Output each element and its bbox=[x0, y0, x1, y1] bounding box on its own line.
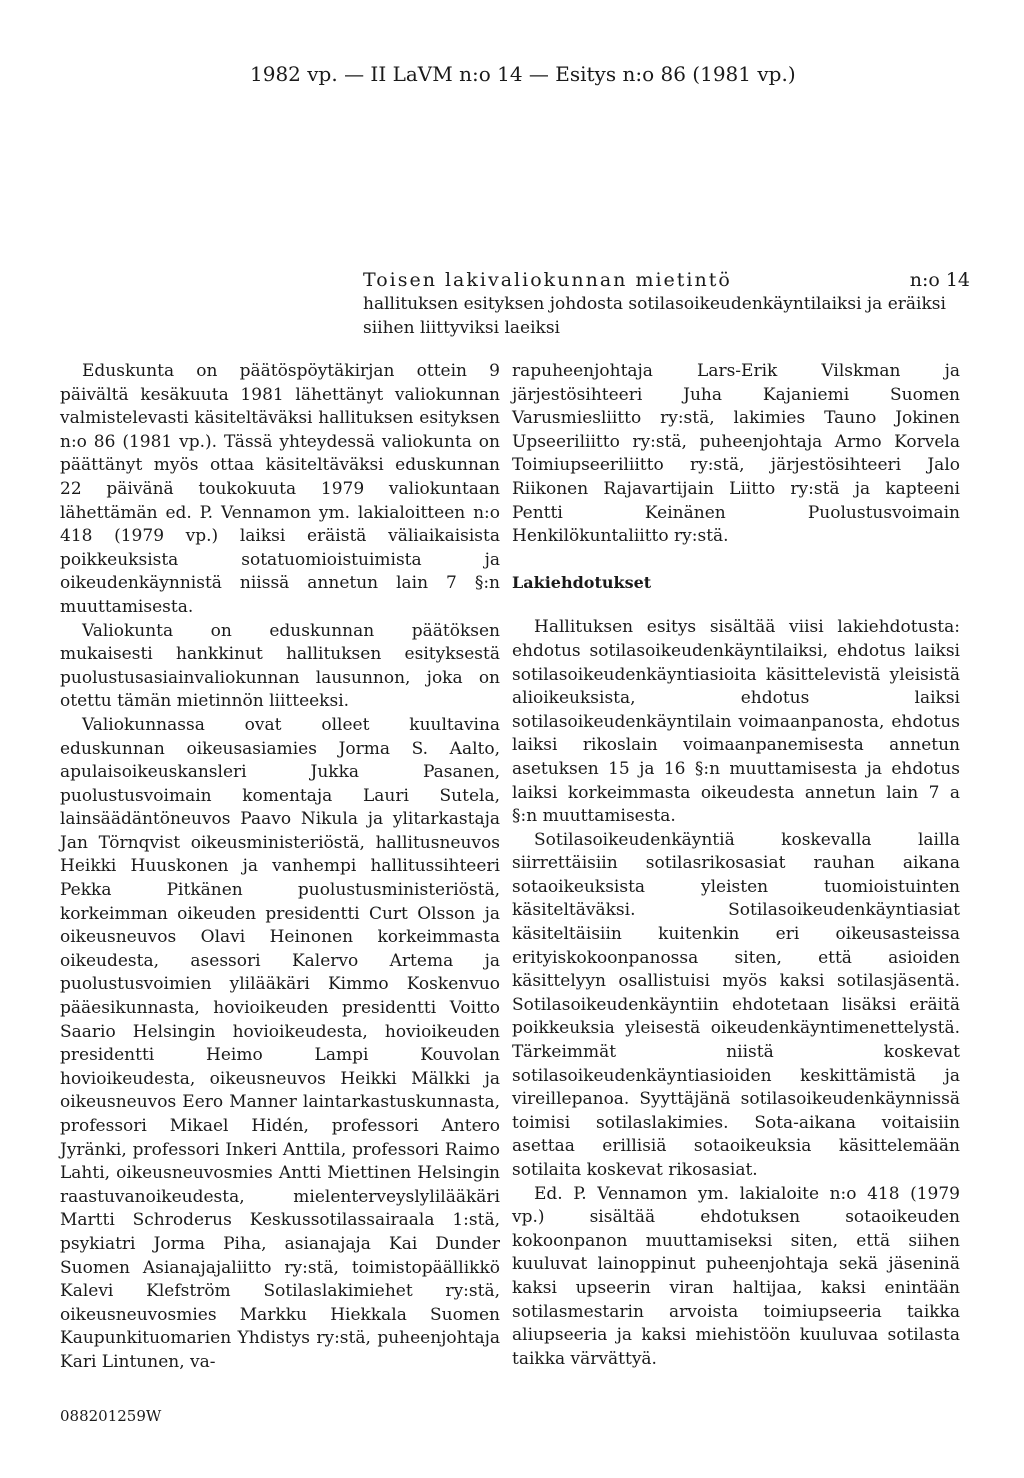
paragraph: Valiokunnassa ovat olleet kuultavina eduskunnan oikeusasiamies Jorma S. Aalto, apulaisoikeuskansleri Jukka Pasanen, puolustusvoimain komentaja Lauri Sutela, lainsäädäntöneuvos Paavo Nikula ja ylitarkastaja Jan Törnqvist oikeusministeriöstä, hallitusneuvos Heikki Huuskonen ja vanhempi hallitussihteeri Pekka Pitkänen puolustusministeriöstä, korkeimman oikeuden presidentti Curt Olsson ja oikeusneuvos Olavi Heinonen korkeimmasta oikeudesta, asessori Kalervo Artema ja puolustusvoimien ylilääkäri Kimmo Koskenvuo pääesikunnasta, hovioikeuden presidentti Voitto Saario Helsingin hovioikeudesta, hovioikeuden presidentti Heimo Lampi Kouvolan hovioikeudesta, oikeusneuvos Heikki Mälkki ja oikeusneuvos Eero Manner laintarkastuskunnasta, professori Mikael Hidén, professori Antero Jyränki, professori Inkeri Anttila, professori Raimo Lahti, oikeusneuvosmies Antti Miettinen Helsingin raastuvanoikeudesta, mielenterveyslylilääkäri Martti Schroderus Keskussotilassairaala 1:stä, psykiatri Jorma Piha, asianajaja Kai Dunder Suomen Asianajajaliitto ry:stä, toimistopäällikkö Kalevi Klefström Sotilaslakimiehet ry:stä, oikeusneuvosmies Markku Hiekkala Suomen Kaupunkituomarien Yhdistys ry:stä, puheenjohtaja Kari Lintunen, va- bbox=[60, 714, 500, 1372]
title-line-1 bbox=[363, 268, 970, 292]
right-column bbox=[512, 360, 960, 1371]
title-text: Toisen lakivaliokunnan mietintö bbox=[363, 269, 732, 291]
left-column bbox=[60, 360, 500, 1375]
paragraph: Valiokunta on eduskunnan päätöksen mukaisesti hankkinut hallituksen esityksestä puolustusasiainvaliokunnan lausunnon, joka on otettu tämän mietinnön liitteeksi. bbox=[60, 620, 500, 712]
print-code: 088201259W bbox=[60, 1407, 162, 1425]
running-header: 1982 vp. — II LaVM n:o 14 — Esitys n:o 86 (1981 vp.) bbox=[250, 62, 796, 86]
title-line-2: hallituksen esityksen johdosta sotilasoikeudenkäyntilaiksi ja eräiksi siihen liittyviksi laeiksi bbox=[363, 294, 946, 338]
paragraph: Ed. P. Vennamon ym. lakialoite n:o 418 (1979 vp.) sisältää ehdotuksen sotaoikeuden kokoonpanon muuttamiseksi siten, että siihen kuuluvat lainoppinut puheenjohtaja sekä jäseninä kaksi upseerin viran haltijaa, kaksi enintään sotilasmestarin arvoista toimiupseeria taikka aliupseeria ja kaksi miehistöön kuuluvaa sotilasta taikka värvättyä. bbox=[512, 1183, 960, 1369]
report-title bbox=[363, 268, 970, 340]
report-number: n:o 14 bbox=[909, 269, 970, 291]
paragraph-continuation: rapuheenjohtaja Lars-Erik Vilskman ja järjestösihteeri Juha Kajaniemi Suomen Varusmiesliitto ry:stä, lakimies Tauno Jokinen Upseeriliitto ry:stä, puheenjohtaja Armo Korvela Toimiupseeriliitto ry:stä, järjestösihteeri Jalo Riikonen Rajavartijain Liitto ry:stä ja kapteeni Pentti Keinänen Puolustusvoimain Henkilökuntaliitto ry:stä. bbox=[512, 361, 960, 547]
section-heading: Lakiehdotukset bbox=[512, 572, 652, 592]
paragraph: Eduskunta on päätöspöytäkirjan ottein 9 päivältä kesäkuuta 1981 lähettänyt valiokunnan valmistelevasti käsiteltäväksi hallituksen esityksen n:o 86 (1981 vp.). Tässä yhteydessä valiokunta on päättänyt myös ottaa käsiteltäväksi eduskunnan 22 päivänä toukokuuta 1979 valiokuntaan lähettämän ed. P. Vennamon ym. lakialoitteen n:o 418 (1979 vp.) laiksi eräistä väliaikaisista poikkeuksista sotatuomioistuimista ja oikeudenkäynnistä niissä annetun lain 7 §:n muuttamisesta. bbox=[60, 361, 500, 617]
paragraph: Sotilasoikeudenkäyntiä koskevalla lailla siirrettäisiin sotilasrikosasiat rauhan aikana sotaoikeuksista yleisten tuomioistuinten käsiteltäväksi. Sotilasoikeudenkäyntiasiat käsiteltäisiin kuitenkin eri oikeusasteissa erityiskokoonpanossa siten, että asioiden käsittelyyn osallistuisi myös kaksi sotilasjäsentä. Sotilasoikeudenkäyntiin ehdotetaan lisäksi eräitä poikkeuksia yleisestä oikeudenkäyntimenettelystä. Tärkeimmät niistä koskevat sotilasoikeudenkäyntiasioiden keskittämistä ja vireillepanoa. Syyttäjänä sotilasoikeudenkäynnissä toimisi sotilaslakimies. Sota-aikana voitaisiin asettaa erillisiä sotaoikeuksia käsittelemään sotilaita koskevat rikosasiat. bbox=[512, 829, 960, 1180]
paragraph: Hallituksen esitys sisältää viisi lakiehdotusta: ehdotus sotilasoikeudenkäyntilaiksi, ehdotus laiksi sotilasoikeudenkäyntiasioita käsittelevistä yleisistä alioikeuksista, ehdotus laiksi sotilasoikeudenkäyntilain voimaanpanosta, ehdotus laiksi rikoslain voimaanpanemisesta annetun asetuksen 15 ja 16 §:n muuttamisesta ja ehdotus laiksi korkeimmasta oikeudesta annetun lain 7 a §:n muuttamisesta. bbox=[512, 617, 960, 827]
